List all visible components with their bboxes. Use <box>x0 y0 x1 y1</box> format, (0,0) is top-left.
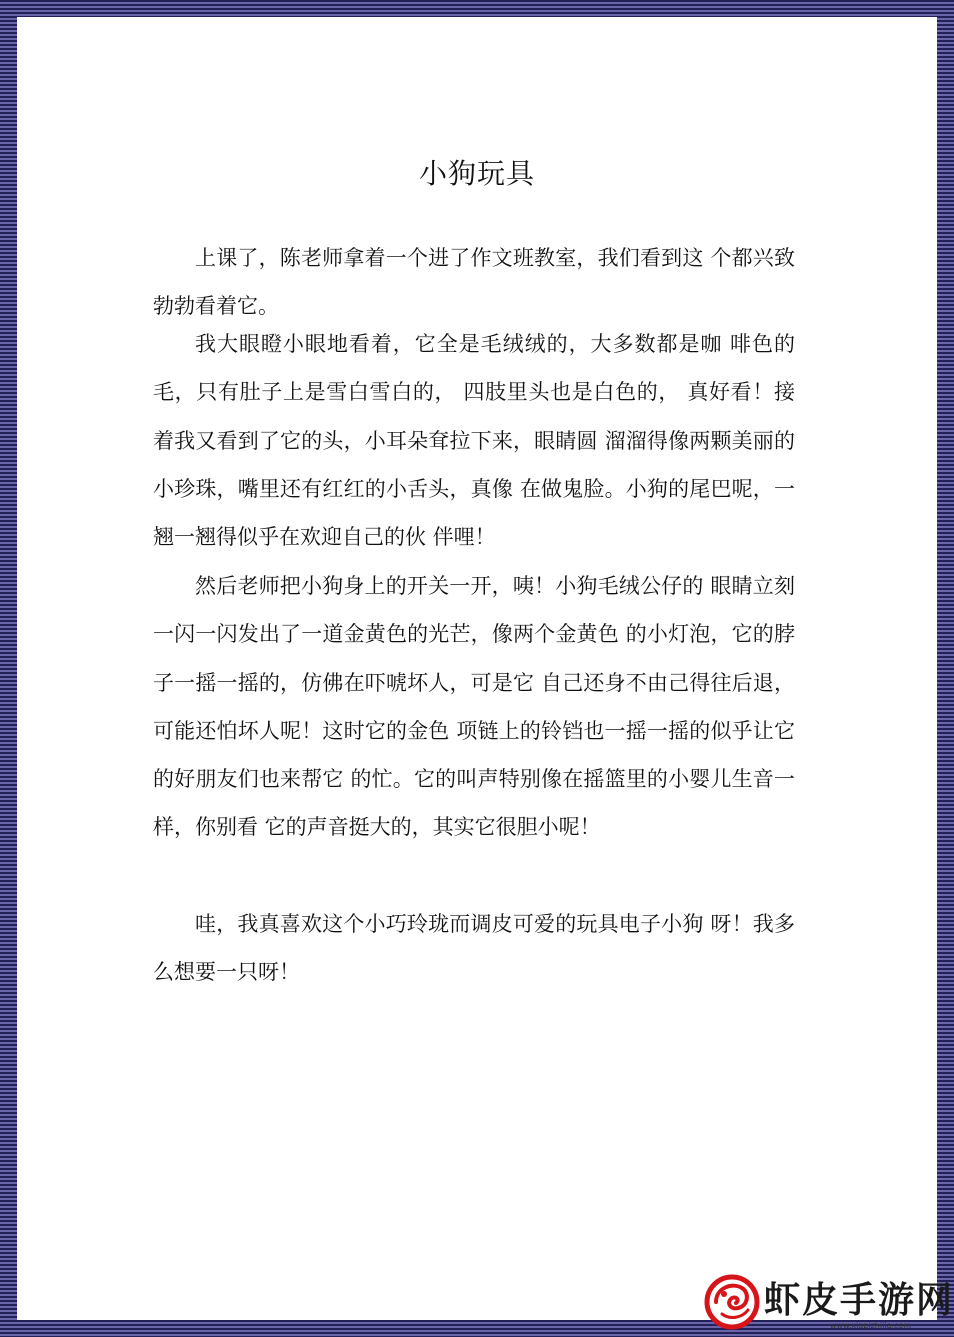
paragraph-4: 哇，我真喜欢这个小巧玲珑而调皮可爱的玩具电子小狗 呀！我多么想要一只呀！ <box>153 912 795 985</box>
document-title: 小狗玩具 <box>418 157 535 190</box>
site-url: www.xiapizhijia.com <box>830 1321 912 1330</box>
paragraph-1: 上课了，陈老师拿着一个进了作文班教室，我们看到这 个都兴致勃勃看着它。 <box>153 246 795 319</box>
site-name: 虾皮手游网 <box>764 1280 954 1321</box>
paragraph-2: 我大眼瞪小眼地看着，它全是毛绒绒的，大多数都是咖 啡色的毛，只有肚子上是雪白雪白的， 四肢里头也是白色的， 真好看！接着我又看到了它的头，小耳朵耷拉下来，眼睛圆 溜溜得像两颗美丽的小珍珠，嘴里还有红红的小舌头，真像 在做鬼脸。小狗的尾巴呢，一翘一翘得似乎在欢迎自己的伙 伴哩！ <box>153 332 795 550</box>
paragraph-3: 然后老师把小狗身上的开关一开，咦！小狗毛绒公仔的 眼睛立刻一闪一闪发出了一道金黄色的光芒，像两个金黄色 的小灯泡，它的脖子一摇一摇的，仿佛在吓唬坏人，可是它 自己还身不由己得往后退，可能还怕坏人呢！这时它的金色 项链上的铃铛也一摇一摇的似乎让它的好朋友们也来帮它 的忙。它的叫声特别像在摇篮里的小婴儿生音一样，你别看 它的声音挺大的，其实它很胆小呢！ <box>153 574 795 840</box>
site-watermark <box>702 1268 954 1334</box>
document-page <box>17 17 937 1320</box>
shrimp-logo-icon <box>702 1268 762 1334</box>
